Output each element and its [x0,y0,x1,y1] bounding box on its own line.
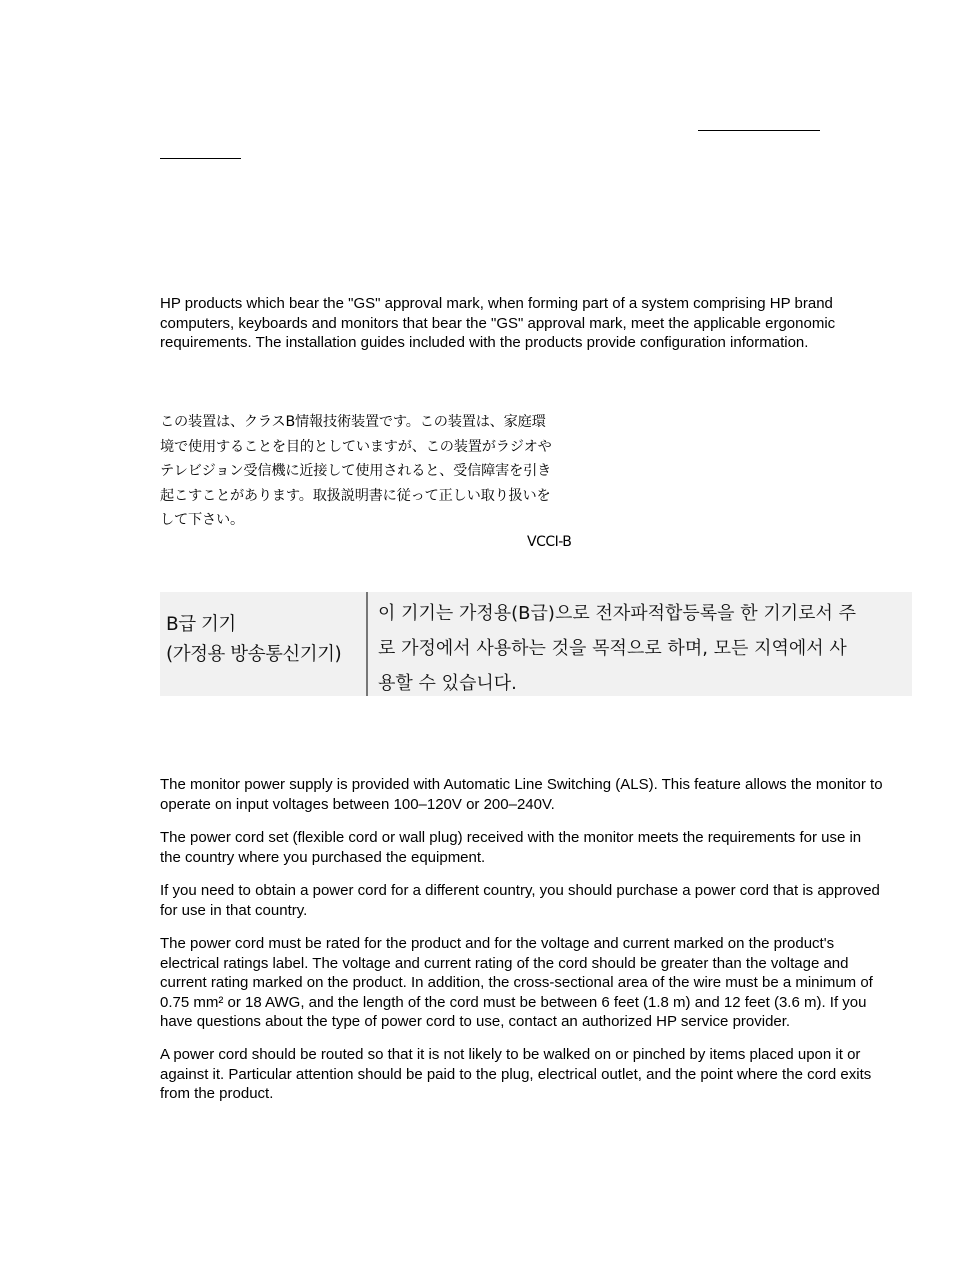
korea-class-line: (가정용 방송통신기기) [166,644,342,665]
japan-vcci-notice [160,410,580,533]
power-paragraph-cord-set: The power cord set (flexible cord or wall plug) received with the monitor meets the requirements for use in the country where you purchased the equipment. [160,829,862,866]
ergonomics-paragraph: HP products which bear the "GS" approval mark, when forming part of a system comprising HP brand computers, keyboards and monitors that bear the "GS" approval mark, meet the applicable ergonomic requirements. The installation guides included with the products provide configuration information. [160,295,836,351]
power-paragraph-als: The monitor power supply is provided with Automatic Line Switching (ALS). This feature allows the monitor to operate on input voltages between 100–120V or 200–240V. [160,776,883,813]
power-paragraph-rating: The power cord must be rated for the product and for the voltage and current marked on the product's electrical ratings label. The voltage and current rating of the cord should be greater than the voltage and current rating marked on the product. In addition, the cross-sectional area of the wire must be a minimum of 0.75 mm² or 18 AWG, and the length of the cord must be between 6 feet (1.8 m) and 12 feet (3.6 m). If you have questions about the type of power cord to use, contact an authorized HP service provider. [160,935,873,1030]
vcci-mark: VCCI-B [527,534,572,550]
korea-notice [160,592,912,696]
korea-notice-line: 로 가정에서 사용하는 것을 목적으로 하며, 모든 지역에서 사 [378,638,847,659]
power-paragraph-routing: A power cord should be routed so that it is not likely to be walked on or pinched by items placed upon it or against it. Particular attention should be paid to the plug, electrical outlet, and the point where the cord exits from the product. [160,1046,872,1102]
korea-class-label [166,610,341,670]
japan-notice-line: 起こすことがあります。取扱説明書に従って正しい取り扱いを [160,487,551,504]
japan-notice-line: この装置は、クラスB情報技術装置です。この装置は、家庭環 [160,414,546,430]
korea-class-line: B급 기기 [166,614,236,635]
korea-notice-line: 용할 수 있습니다. [378,673,517,694]
link-underline [698,130,820,131]
link-underline [160,158,241,159]
japan-notice-line: テレビジョン受信機に近接して使用されると、受信障害を引き [160,463,552,479]
divider [366,592,368,696]
japan-notice-line: して下さい。 [160,512,244,528]
power-paragraph-other-country: If you need to obtain a power cord for a different country, you should purchase a power cord that is approved for use in that country. [160,882,880,919]
japan-notice-line: 境で使用することを目的としていますが、この装置がラジオや [160,438,552,455]
korea-notice-text [378,596,912,701]
korea-notice-line: 이 기기는 가정용(B급)으로 전자파적합등록을 한 기기로서 주 [378,603,857,624]
